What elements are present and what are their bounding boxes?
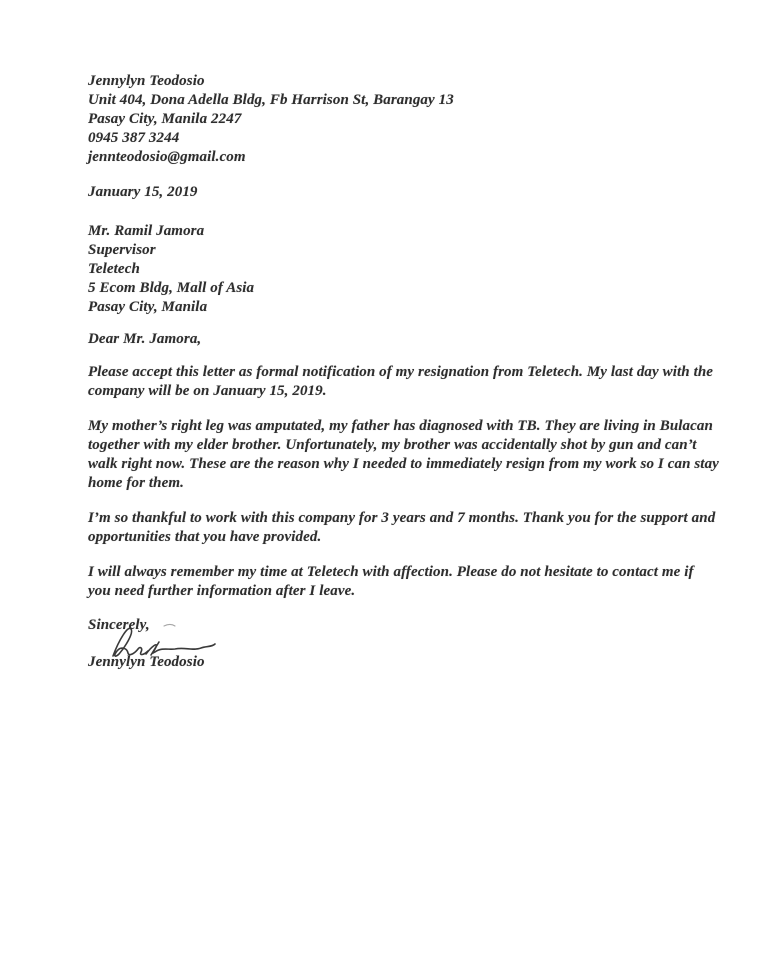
sender-address-line2: Pasay City, Manila 2247 [88,111,242,127]
recipient-title: Supervisor [88,242,156,258]
closing-word: Sincerely, [88,617,150,633]
paragraph-gratitude: I’m so thankful to work with this company for 3 years and 7 months. Thank you for the support and opportunities that you have provided. [88,510,716,545]
recipient-name: Mr. Ramil Jamora [88,223,205,239]
paragraph-farewell: I will always remember my time at Teletech with affection. Please do not hesitate to contact me if you need further information after I leave. [88,564,694,599]
sender-email: jennteodosio@gmail.com [88,149,246,165]
signature-name: Jennylyn Teodosio [88,654,205,670]
salutation: Dear Mr. Jamora, [88,331,202,347]
paragraph-resignation-notice: Please accept this letter as formal notification of my resignation from Teletech. My last day with the company will be on January 15, 2019. [88,364,714,399]
recipient-company: Teletech [88,261,140,277]
sender-address-line1: Unit 404, Dona Adella Bldg, Fb Harrison St, Barangay 13 [88,92,454,108]
recipient-address-line1: 5 Ecom Bldg, Mall of Asia [88,280,255,296]
sender-phone: 0945 387 3244 [88,130,180,146]
recipient-address-line2: Pasay City, Manila [88,299,208,315]
letter-date: January 15, 2019 [88,184,198,200]
sender-name: Jennylyn Teodosio [88,73,205,89]
paragraph-reason: My mother’s right leg was amputated, my father has diagnosed with TB. They are living in Bulacan together with my elder brother. Unfortunately, my brother was accidentally shot by gun and can’t walk right now. These are the reason why I needed to immediately resign from my work so I can stay home for them. [88,418,719,491]
sender-block [88,72,720,167]
recipient-block [88,222,720,317]
closing-block [88,616,720,672]
letter-content [88,72,720,672]
